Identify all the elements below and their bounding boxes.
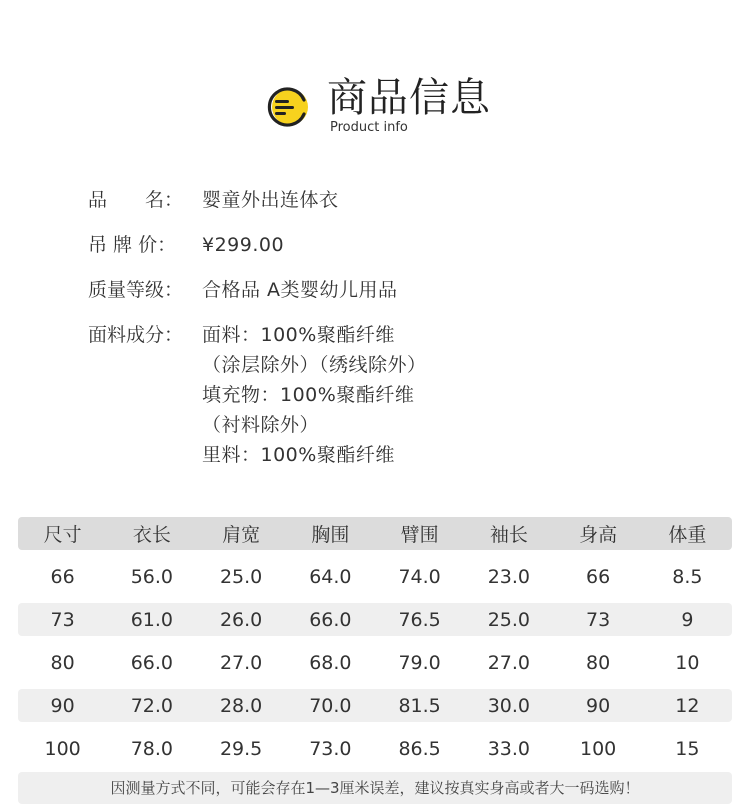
- table-header-cell: 尺寸: [43, 524, 82, 546]
- table-cell: 10: [675, 651, 700, 674]
- info-value: 面料：100%聚酯纤维 （涂层除外）（绣线除外） 填充物：100%聚酯纤维 （衬料除外） 里料：100%聚酯纤维: [202, 324, 427, 466]
- table-cell: 90: [586, 694, 611, 717]
- table-cell: 70.0: [309, 694, 352, 717]
- table-cell: 27.0: [219, 651, 263, 674]
- table-header-cell: 袖长: [489, 524, 528, 546]
- table-cell: 25.0: [487, 608, 531, 631]
- table-cell: 33.0: [487, 737, 531, 760]
- table-row: [18, 603, 732, 636]
- page-subtitle: Product info: [330, 120, 408, 135]
- table-header-cell: 肩宽: [222, 524, 261, 546]
- info-row-name: [88, 185, 728, 215]
- table-cell: 76.5: [398, 608, 441, 631]
- table-cell: 78.0: [130, 737, 174, 760]
- table-cell: 9: [681, 608, 694, 631]
- table-cell: 73: [50, 608, 75, 631]
- table-cell: 23.0: [487, 565, 531, 588]
- table-cell: 29.5: [219, 737, 263, 760]
- table-cell: 28.0: [219, 694, 263, 717]
- table-cell: 66: [50, 565, 75, 588]
- product-info: [88, 185, 728, 470]
- table-cell: 61.0: [130, 608, 174, 631]
- table-cell: 12: [675, 694, 700, 717]
- table-cell: 30.0: [487, 694, 531, 717]
- table-header-cell: 臂围: [400, 524, 439, 546]
- table-cell: 8.5: [672, 565, 703, 588]
- info-label: 质量等级：: [88, 279, 184, 301]
- table-cell: 80: [586, 651, 611, 674]
- table-cell: 80: [50, 651, 75, 674]
- info-row-grade: [88, 275, 728, 305]
- table-cell: 100: [44, 737, 81, 760]
- info-row-material: [88, 320, 728, 470]
- table-cell: 74.0: [398, 565, 441, 588]
- table-header-row: [18, 517, 732, 550]
- table-cell: 90: [50, 694, 75, 717]
- table-cell: 73: [586, 608, 611, 631]
- table-header-cell: 衣长: [132, 524, 171, 546]
- table-cell: 56.0: [130, 565, 174, 588]
- table-row: [18, 689, 732, 722]
- document-lines-icon: [264, 86, 312, 130]
- table-cell: 100: [579, 737, 617, 760]
- page-title: 商品信息: [327, 75, 491, 121]
- table-cell: 66: [586, 565, 611, 588]
- table-cell: 81.5: [398, 694, 441, 717]
- table-cell: 86.5: [398, 737, 441, 760]
- table-cell: 73.0: [309, 737, 352, 760]
- table-row: [18, 560, 732, 593]
- table-cell: 15: [675, 737, 700, 760]
- info-value: ¥299.00: [202, 234, 285, 256]
- info-value: 婴童外出连体衣: [202, 189, 339, 211]
- info-value: 合格品 A类婴幼儿用品: [202, 279, 398, 301]
- info-row-price: [88, 230, 728, 260]
- measurement-note: 因测量方式不同，可能会存在1—3厘米误差，建议按真实身高或者大一码选购！: [18, 772, 732, 804]
- info-label: 吊 牌 价：: [88, 234, 177, 256]
- table-header-cell: 体重: [668, 524, 707, 546]
- table-header-cell: 身高: [579, 524, 618, 546]
- table-cell: 25.0: [219, 565, 263, 588]
- table-cell: 66.0: [309, 608, 352, 631]
- table-cell: 68.0: [309, 651, 352, 674]
- table-cell: 26.0: [219, 608, 263, 631]
- table-row: [18, 732, 732, 765]
- info-label: 品 名：: [88, 189, 184, 211]
- table-cell: 79.0: [398, 651, 441, 674]
- header: [0, 0, 750, 150]
- size-table: [18, 517, 732, 765]
- table-cell: 66.0: [130, 651, 174, 674]
- info-label: 面料成分：: [88, 324, 184, 346]
- table-row: [18, 646, 732, 679]
- table-cell: 72.0: [130, 694, 174, 717]
- table-cell: 64.0: [309, 565, 352, 588]
- table-cell: 27.0: [487, 651, 531, 674]
- table-header-cell: 胸围: [311, 524, 350, 546]
